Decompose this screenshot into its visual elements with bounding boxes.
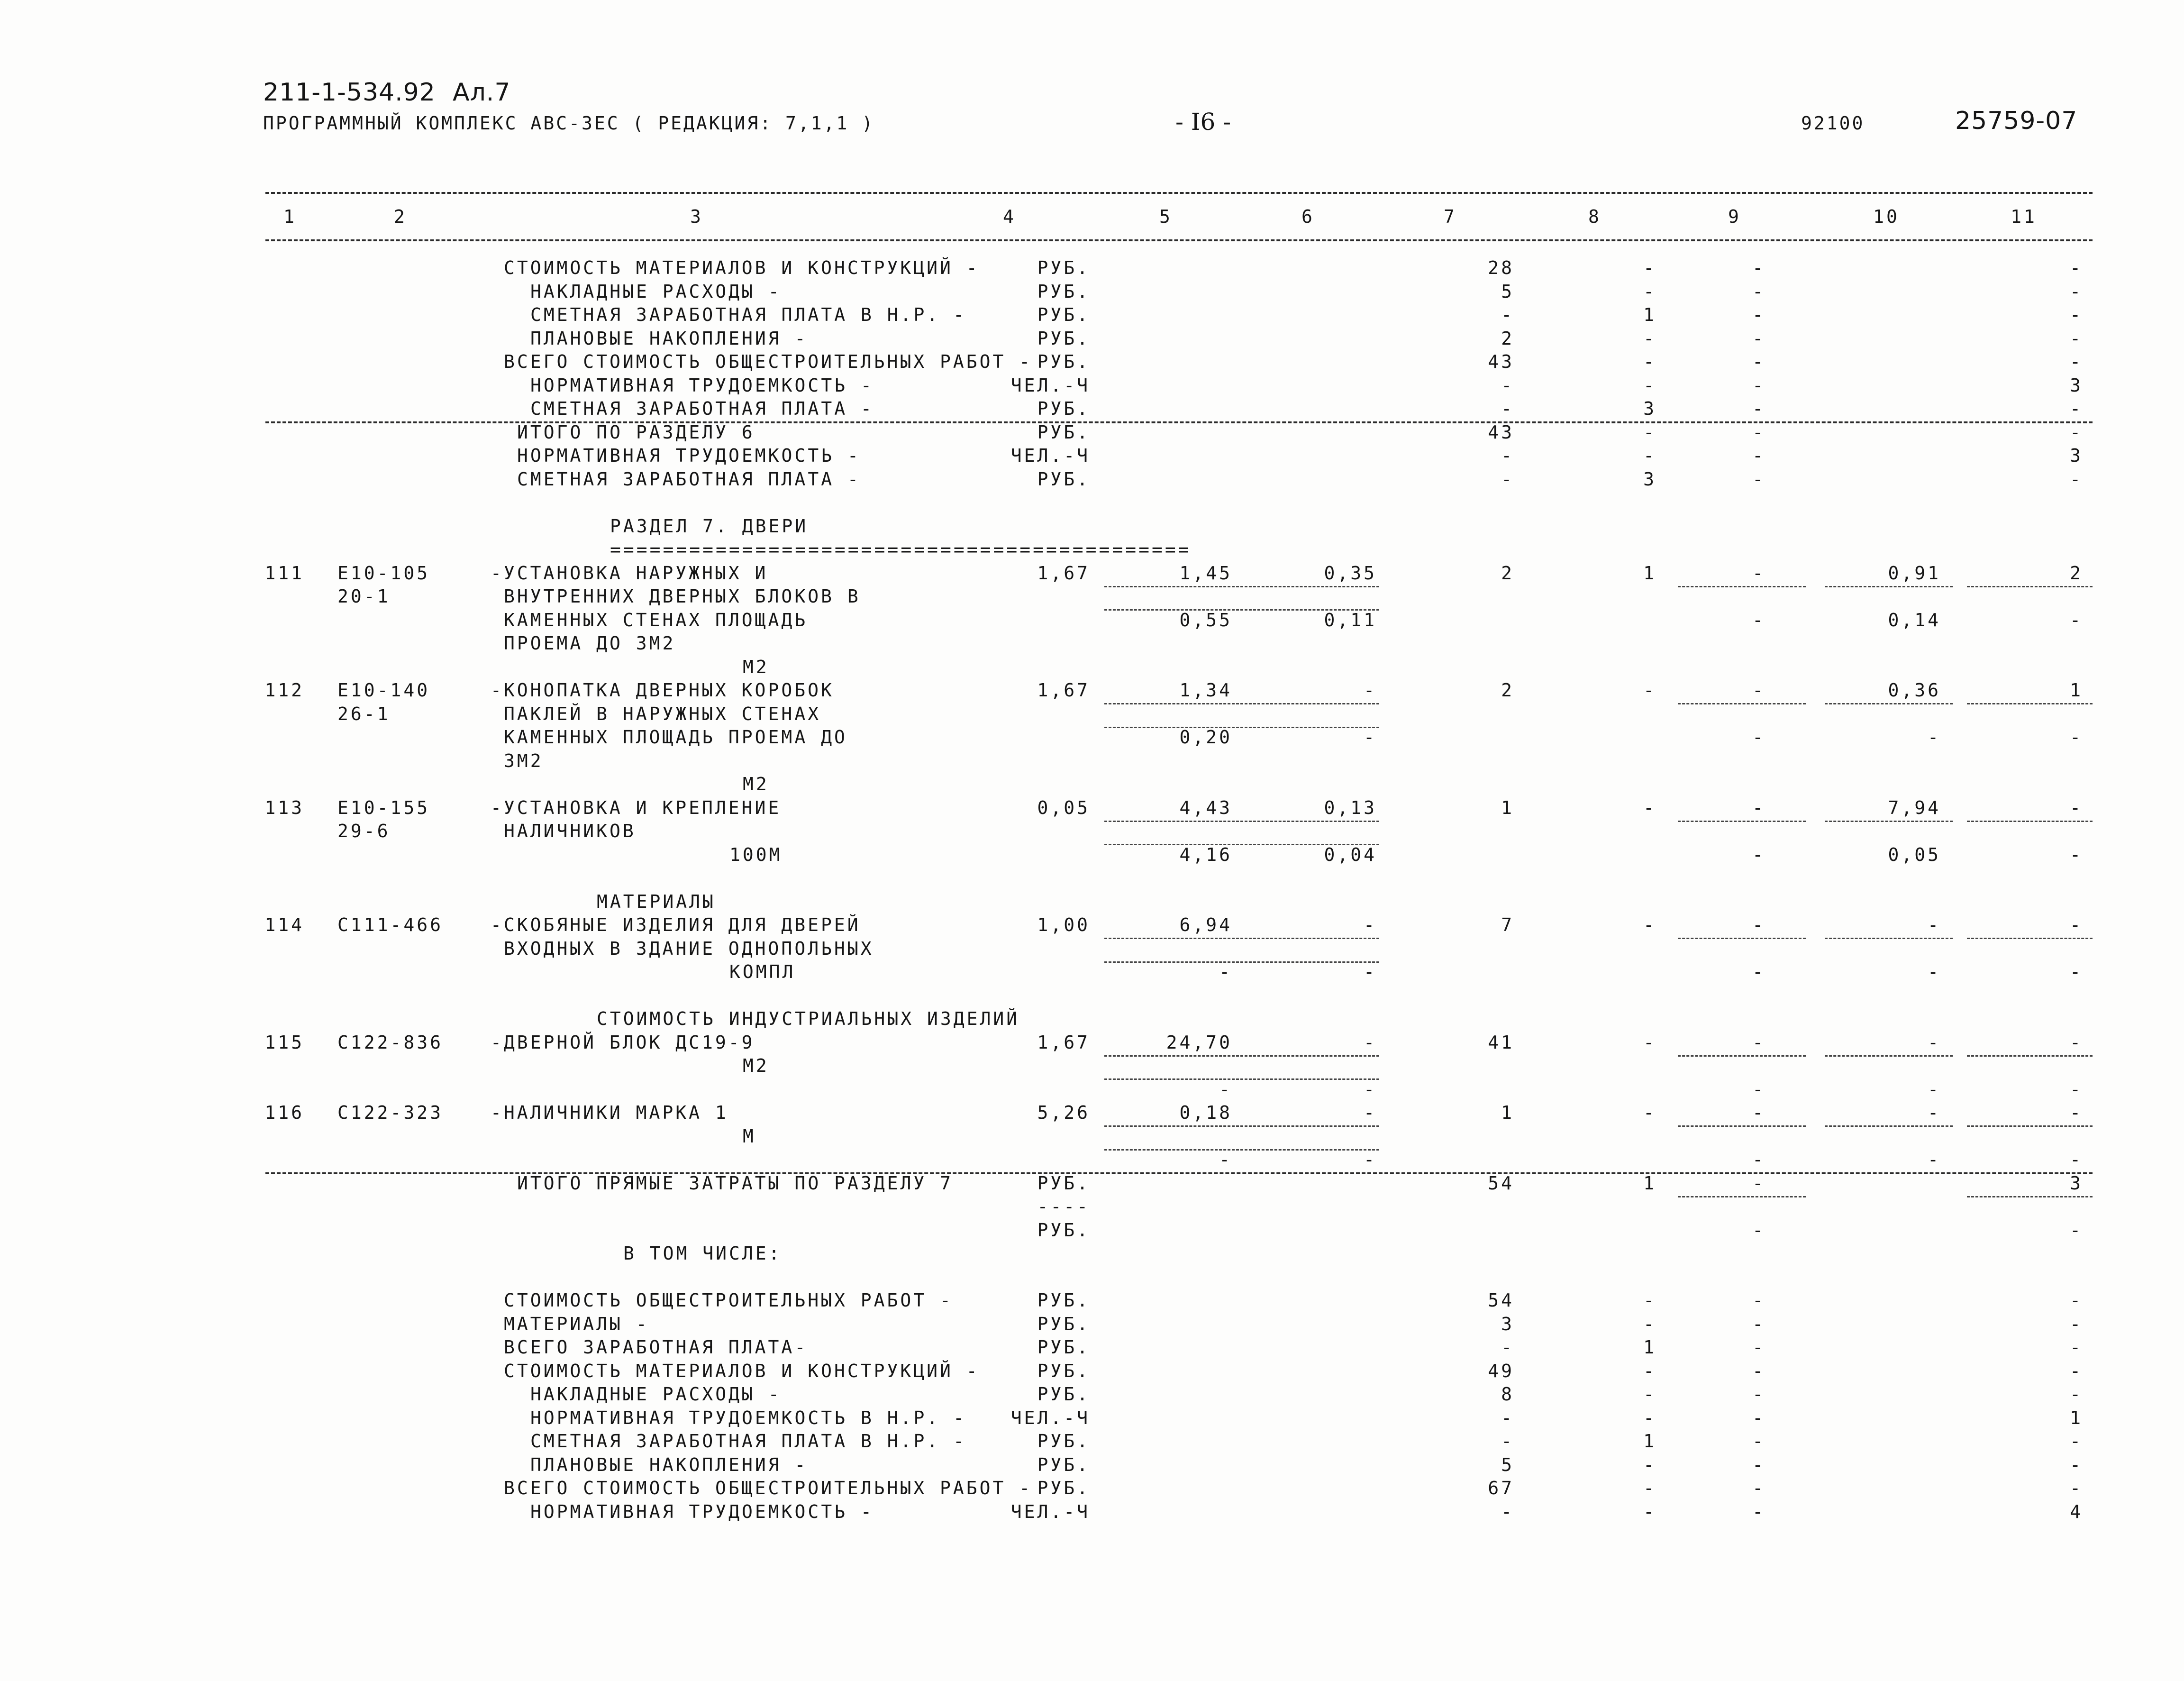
table-cell-col3: 3М2	[504, 750, 544, 771]
table-cell-col4: РУБ.	[1037, 469, 1090, 490]
table-cell-col3: НОРМАТИВНАЯ ТРУДОЕМКОСТЬ -	[517, 445, 861, 466]
table-cell-col9: -	[1752, 1384, 1765, 1405]
table-cell-col8: 1	[1643, 1173, 1656, 1194]
table-cell-col9: -	[1752, 914, 1765, 935]
table-cell-col7: 3	[1501, 1314, 1514, 1334]
table-cell-col11: -	[2070, 1220, 2083, 1241]
table-cell-col3: СТОИМОСТЬ МАТЕРИАЛОВ И КОНСТРУКЦИЙ -	[504, 257, 980, 278]
table-cell-col6: 0,13	[1324, 797, 1377, 818]
table-cell-col5: -	[1219, 1149, 1232, 1170]
page-number: - I6 -	[1175, 108, 1231, 136]
table-cell-col9: -	[1752, 1149, 1765, 1170]
table-cell-col4: РУБ.	[1037, 1290, 1090, 1311]
table-cell-col5: -	[1219, 961, 1232, 982]
table-cell-col8: 1	[1643, 563, 1656, 584]
table-cell-col3: НОРМАТИВНАЯ ТРУДОЕМКОСТЬ -	[530, 375, 874, 396]
table-cell-col1: 113	[264, 797, 304, 818]
table-cell-col3: ПЛАНОВЫЕ НАКОПЛЕНИЯ -	[530, 328, 808, 349]
table-cell-col3: СТОИМОСТЬ ИНДУСТРИАЛЬНЫХ ИЗДЕЛИЙ	[597, 1008, 1020, 1029]
table-cell-col3: НОРМАТИВНАЯ ТРУДОЕМКОСТЬ В Н.Р. -	[530, 1407, 966, 1428]
table-cell-col9: -	[1752, 1102, 1765, 1123]
cell-divider-rule	[1678, 703, 1806, 704]
table-cell-col3: 100М	[729, 844, 783, 865]
table-cell-col3: РАЗДЕЛ 7. ДВЕРИ	[610, 516, 809, 537]
cell-divider-rule	[1678, 1125, 1806, 1127]
table-cell-col3: -КОНОПАТКА ДВЕРНЫХ КОРОБОК	[491, 680, 834, 701]
table-cell-col9: -	[1752, 1290, 1765, 1311]
table-cell-col11: -	[2070, 1384, 2083, 1405]
table-cell-col7: 8	[1501, 1384, 1514, 1405]
column-header: 1	[283, 206, 297, 227]
table-cell-col3: КАМЕННЫХ ПЛОЩАДЬ ПРОЕМА ДО	[504, 727, 847, 748]
table-cell-col11: 3	[2070, 445, 2083, 466]
table-cell-col11: -	[2070, 351, 2083, 372]
cell-divider-rule	[1967, 938, 2093, 939]
table-cell-col6: 0,04	[1324, 844, 1377, 865]
table-cell-col11: -	[2070, 1454, 2083, 1475]
table-cell-col3: ВСЕГО СТОИМОСТЬ ОБЩЕСТРОИТЕЛЬНЫХ РАБОТ -	[504, 351, 1033, 372]
table-cell-col4: ЧЕЛ.-Ч	[1010, 445, 1090, 466]
table-cell-col9: -	[1752, 1337, 1765, 1358]
table-cell-col4: РУБ.	[1037, 328, 1090, 349]
table-cell-col1: 111	[264, 563, 304, 584]
table-cell-col10: 0,36	[1888, 680, 1941, 701]
cell-divider-rule	[1104, 821, 1379, 822]
table-cell-col10: -	[1928, 1079, 1941, 1100]
code-92100: 92100	[1801, 113, 1865, 134]
table-cell-col9: -	[1752, 1431, 1765, 1452]
cell-divider-rule	[1104, 703, 1379, 704]
table-cell-col11: 2	[2070, 563, 2083, 584]
table-cell-col9: -	[1752, 351, 1765, 372]
table-cell-col7: 2	[1501, 680, 1514, 701]
column-header: 8	[1588, 206, 1602, 227]
table-cell-col9: -	[1752, 727, 1765, 748]
table-cell-col3: НАЛИЧНИКОВ	[504, 821, 636, 841]
table-cell-col4: РУБ.	[1037, 1454, 1090, 1475]
table-cell-col3: СМЕТНАЯ ЗАРАБОТНАЯ ПЛАТА В Н.Р. -	[530, 1431, 966, 1452]
table-cell-col3: КАМЕННЫХ СТЕНАХ ПЛОЩАДЬ	[504, 610, 808, 630]
table-cell-col3: ИТОГО ПО РАЗДЕЛУ 6	[517, 422, 755, 443]
table-cell-col4: 1,67	[1037, 1032, 1090, 1053]
table-cell-col3: СТОИМОСТЬ МАТЕРИАЛОВ И КОНСТРУКЦИЙ -	[504, 1361, 980, 1381]
table-cell-col3: ВНУТРЕННИХ ДВЕРНЫХ БЛОКОВ В	[504, 586, 861, 607]
cell-divider-rule	[1825, 1125, 1953, 1127]
table-cell-col11: 3	[2070, 1173, 2083, 1194]
table-cell-col3: М2	[743, 657, 769, 677]
table-top-rule	[265, 192, 2093, 194]
table-cell-col7: -	[1501, 1501, 1514, 1522]
table-cell-col9: -	[1752, 844, 1765, 865]
cell-divider-rule	[1104, 727, 1379, 728]
table-cell-col9: -	[1752, 422, 1765, 443]
table-cell-col4: ЧЕЛ.-Ч	[1010, 1407, 1090, 1428]
table-cell-col3: СМЕТНАЯ ЗАРАБОТНАЯ ПЛАТА -	[530, 398, 874, 419]
cell-divider-rule	[1104, 1149, 1379, 1151]
table-cell-col3: НАКЛАДНЫЕ РАСХОДЫ -	[530, 281, 782, 302]
section-underline: ============================================	[610, 539, 1192, 560]
table-cell-col8: 1	[1643, 304, 1656, 325]
table-header-rule	[265, 239, 2093, 241]
table-cell-col8: -	[1643, 1384, 1656, 1405]
table-cell-col3: М2	[743, 1055, 769, 1076]
table-cell-col9: -	[1752, 304, 1765, 325]
table-cell-col11: -	[2070, 1314, 2083, 1334]
table-cell-col3: МАТЕРИАЛЫ -	[504, 1314, 649, 1334]
table-cell-col3: М2	[743, 774, 769, 795]
table-cell-col11: -	[2070, 1102, 2083, 1123]
table-cell-col7: 54	[1488, 1290, 1514, 1311]
table-cell-col9: -	[1752, 1314, 1765, 1334]
table-cell-col4: РУБ.	[1037, 257, 1090, 278]
table-cell-col10: 0,14	[1888, 610, 1941, 630]
table-cell-col7: 1	[1501, 797, 1514, 818]
table-cell-col6: -	[1364, 961, 1377, 982]
table-cell-col1: 112	[264, 680, 304, 701]
table-cell-col11: -	[2070, 281, 2083, 302]
table-cell-col10: -	[1928, 1149, 1941, 1170]
table-cell-col3: ПРОЕМА ДО 3М2	[504, 633, 676, 654]
table-cell-col6: 0,35	[1324, 563, 1377, 584]
cell-divider-rule	[1825, 938, 1953, 939]
table-cell-col11: -	[2070, 422, 2083, 443]
table-cell-col11: 1	[2070, 1407, 2083, 1428]
table-cell-col11: -	[2070, 1290, 2083, 1311]
table-cell-col3: ИТОГО ПРЯМЫЕ ЗАТРАТЫ ПО РАЗДЕЛУ 7	[517, 1173, 953, 1194]
column-header: 4	[1003, 206, 1016, 227]
cell-divider-rule	[1967, 821, 2093, 822]
table-cell-col8: -	[1643, 1314, 1656, 1334]
table-cell-col6: -	[1364, 914, 1377, 935]
table-cell-col9: -	[1752, 1032, 1765, 1053]
table-cell-col3: -ДВЕРНОЙ БЛОК ДС19-9	[491, 1032, 755, 1053]
table-cell-col5: 1,34	[1179, 680, 1232, 701]
table-cell-col8: 1	[1643, 1337, 1656, 1358]
table-cell-col7: 2	[1501, 563, 1514, 584]
table-cell-col11: -	[2070, 914, 2083, 935]
table-cell-col4: ----	[1037, 1196, 1090, 1217]
table-cell-col3: СТОИМОСТЬ ОБЩЕСТРОИТЕЛЬНЫХ РАБОТ -	[504, 1290, 953, 1311]
table-cell-col7: -	[1501, 469, 1514, 490]
table-cell-col6: -	[1364, 727, 1377, 748]
cell-divider-rule	[1104, 961, 1379, 963]
table-cell-col3: ВСЕГО ЗАРАБОТНАЯ ПЛАТА-	[504, 1337, 808, 1358]
table-cell-col4: РУБ.	[1037, 1384, 1090, 1405]
table-cell-col7: -	[1501, 375, 1514, 396]
table-cell-col9: -	[1752, 1454, 1765, 1475]
table-cell-col7: 7	[1501, 914, 1514, 935]
table-cell-col7: -	[1501, 445, 1514, 466]
table-cell-col8: -	[1643, 375, 1656, 396]
cell-divider-rule	[1967, 703, 2093, 704]
table-cell-col3: НОРМАТИВНАЯ ТРУДОЕМКОСТЬ -	[530, 1501, 874, 1522]
table-cell-col7: 67	[1488, 1478, 1514, 1498]
table-cell-col6: -	[1364, 1149, 1377, 1170]
table-cell-col4: 5,26	[1037, 1102, 1090, 1123]
table-cell-col4: ЧЕЛ.-Ч	[1010, 1501, 1090, 1522]
cell-divider-rule	[1678, 821, 1806, 822]
table-cell-col8: -	[1643, 914, 1656, 935]
table-cell-col9: -	[1752, 563, 1765, 584]
table-cell-col5: -	[1219, 1079, 1232, 1100]
table-cell-col4: РУБ.	[1037, 1173, 1090, 1194]
cell-divider-rule	[1104, 938, 1379, 939]
cell-divider-rule	[1678, 1055, 1806, 1057]
table-cell-col5: 4,16	[1179, 844, 1232, 865]
table-cell-col3: НАКЛАДНЫЕ РАСХОДЫ -	[530, 1384, 782, 1405]
table-cell-col8: -	[1643, 680, 1656, 701]
table-cell-col8: 3	[1643, 398, 1656, 419]
table-cell-col5: 24,70	[1166, 1032, 1232, 1053]
table-cell-col3: М	[743, 1126, 756, 1147]
table-cell-col7: -	[1501, 304, 1514, 325]
table-cell-col7: -	[1501, 1337, 1514, 1358]
table-cell-col1: 114	[264, 914, 304, 935]
table-cell-col10: -	[1928, 1032, 1941, 1053]
table-cell-col11: -	[2070, 797, 2083, 818]
table-cell-col9: -	[1752, 398, 1765, 419]
table-cell-col3: ВХОДНЫХ В ЗДАНИЕ ОДНОПОЛЬНЫХ	[504, 938, 874, 959]
table-cell-col9: -	[1752, 445, 1765, 466]
table-cell-col7: 43	[1488, 351, 1514, 372]
column-header: 5	[1159, 206, 1173, 227]
table-cell-col4: ЧЕЛ.-Ч	[1010, 375, 1090, 396]
cell-divider-rule	[1967, 1055, 2093, 1057]
table-cell-col4: РУБ.	[1037, 1431, 1090, 1452]
table-cell-col11: -	[2070, 727, 2083, 748]
table-cell-col7: 54	[1488, 1173, 1514, 1194]
table-cell-col4: РУБ.	[1037, 1478, 1090, 1498]
table-cell-col4: 1,67	[1037, 680, 1090, 701]
table-cell-col2: Е10-140	[337, 680, 430, 701]
table-cell-col11: -	[2070, 1361, 2083, 1381]
table-cell-col3: СМЕТНАЯ ЗАРАБОТНАЯ ПЛАТА В Н.Р. -	[530, 304, 966, 325]
table-cell-col6: 0,11	[1324, 610, 1377, 630]
table-cell-col11: -	[2070, 328, 2083, 349]
table-cell-col9: -	[1752, 1407, 1765, 1428]
table-cell-col7: 1	[1501, 1102, 1514, 1123]
table-cell-col8: -	[1643, 422, 1656, 443]
table-cell-col11: -	[2070, 961, 2083, 982]
table-cell-col3: ВСЕГО СТОИМОСТЬ ОБЩЕСТРОИТЕЛЬНЫХ РАБОТ -	[504, 1478, 1033, 1498]
column-header: 11	[2011, 206, 2037, 227]
table-cell-col5: 0,20	[1179, 727, 1232, 748]
table-cell-col11: 1	[2070, 680, 2083, 701]
table-cell-col8: -	[1643, 1454, 1656, 1475]
table-cell-col4: РУБ.	[1037, 1314, 1090, 1334]
table-cell-col10: -	[1928, 961, 1941, 982]
table-cell-col9: -	[1752, 961, 1765, 982]
column-header: 3	[690, 206, 703, 227]
table-cell-col8: -	[1643, 1032, 1656, 1053]
cell-divider-rule	[1967, 1125, 2093, 1127]
table-cell-col9: -	[1752, 680, 1765, 701]
table-cell-col8: -	[1643, 281, 1656, 302]
column-header: 10	[1873, 206, 1900, 227]
cell-divider-rule	[1825, 821, 1953, 822]
table-cell-col8: -	[1643, 1478, 1656, 1498]
table-cell-col9: -	[1752, 375, 1765, 396]
table-cell-col7: 2	[1501, 328, 1514, 349]
table-cell-col4: 1,00	[1037, 914, 1090, 935]
table-cell-col10: -	[1928, 914, 1941, 935]
table-cell-col3: МАТЕРИАЛЫ	[597, 891, 716, 912]
table-cell-col7: 49	[1488, 1361, 1514, 1381]
table-cell-col2: С111-466	[337, 914, 444, 935]
table-cell-col11: -	[2070, 1032, 2083, 1053]
cell-divider-rule	[1678, 938, 1806, 939]
table-cell-col10: 0,91	[1888, 563, 1941, 584]
table-cell-col2: 26-1	[337, 703, 391, 724]
table-cell-col8: -	[1643, 1361, 1656, 1381]
table-cell-col4: РУБ.	[1037, 281, 1090, 302]
cell-divider-rule	[1104, 1078, 1379, 1080]
table-cell-col9: -	[1752, 1361, 1765, 1381]
table-cell-col10: 7,94	[1888, 797, 1941, 818]
table-cell-col7: 5	[1501, 1454, 1514, 1475]
table-cell-col9: -	[1752, 1173, 1765, 1194]
table-cell-col4: РУБ.	[1037, 304, 1090, 325]
table-cell-col11: -	[2070, 469, 2083, 490]
table-cell-col3: -СКОБЯНЫЕ ИЗДЕЛИЯ ДЛЯ ДВЕРЕЙ	[491, 914, 861, 935]
table-cell-col11: -	[2070, 398, 2083, 419]
table-cell-col9: -	[1752, 281, 1765, 302]
table-cell-col11: -	[2070, 1431, 2083, 1452]
table-cell-col4: 1,67	[1037, 563, 1090, 584]
table-cell-col2: С122-836	[337, 1032, 444, 1053]
column-header: 9	[1728, 206, 1741, 227]
table-cell-col8: -	[1643, 351, 1656, 372]
table-cell-col10: 0,05	[1888, 844, 1941, 865]
cell-divider-rule	[1104, 1125, 1379, 1127]
table-cell-col8: -	[1643, 797, 1656, 818]
table-cell-col11: 4	[2070, 1501, 2083, 1522]
table-cell-col11: -	[2070, 610, 2083, 630]
table-cell-col7: 5	[1501, 281, 1514, 302]
table-cell-col8: -	[1643, 1290, 1656, 1311]
table-cell-col8: -	[1643, 257, 1656, 278]
cell-divider-rule	[1825, 1055, 1953, 1057]
table-cell-col3: -НАЛИЧНИКИ МАРКА 1	[491, 1102, 728, 1123]
table-cell-col4: РУБ.	[1037, 1361, 1090, 1381]
table-cell-col11: -	[2070, 304, 2083, 325]
table-cell-col9: -	[1752, 257, 1765, 278]
cell-divider-rule	[1104, 1055, 1379, 1057]
cell-divider-rule	[1825, 586, 1953, 587]
table-cell-col5: 6,94	[1179, 914, 1232, 935]
table-cell-col4: РУБ.	[1037, 1220, 1090, 1241]
table-cell-col4: РУБ.	[1037, 351, 1090, 372]
table-cell-col11: -	[2070, 844, 2083, 865]
table-cell-col4: РУБ.	[1037, 422, 1090, 443]
table-cell-col7: -	[1501, 1407, 1514, 1428]
cell-divider-rule	[1825, 703, 1953, 704]
table-cell-col2: Е10-105	[337, 563, 430, 584]
table-cell-col3: ПАКЛЕЙ В НАРУЖНЫХ СТЕНАХ	[504, 703, 821, 724]
table-cell-col11: -	[2070, 257, 2083, 278]
table-cell-col7: 28	[1488, 257, 1514, 278]
cell-divider-rule	[1967, 586, 2093, 587]
table-cell-col5: 4,43	[1179, 797, 1232, 818]
table-cell-col6: -	[1364, 1079, 1377, 1100]
table-cell-col3: ПЛАНОВЫЕ НАКОПЛЕНИЯ -	[530, 1454, 808, 1475]
table-cell-col3: -УСТАНОВКА НАРУЖНЫХ И	[491, 563, 768, 584]
table-cell-col8: -	[1643, 1102, 1656, 1123]
cell-divider-rule	[1104, 586, 1379, 587]
table-cell-col8: 3	[1643, 469, 1656, 490]
table-cell-col2: 20-1	[337, 586, 391, 607]
table-cell-col8: 1	[1643, 1431, 1656, 1452]
sheet-ref: Ал.7	[453, 78, 511, 107]
table-cell-col5: 0,55	[1179, 610, 1232, 630]
table-cell-col6: -	[1364, 1032, 1377, 1053]
table-cell-col9: -	[1752, 1079, 1765, 1100]
cell-divider-rule	[1678, 586, 1806, 587]
table-cell-col2: 29-6	[337, 821, 391, 841]
table-cell-col10: -	[1928, 727, 1941, 748]
table-cell-col9: -	[1752, 1478, 1765, 1498]
table-cell-col9: -	[1752, 328, 1765, 349]
program-line: ПРОГРАММНЫЙ КОМПЛЕКС АВС-ЗЕС ( РЕДАКЦИЯ: 7,1,1 )	[263, 113, 875, 134]
table-cell-col7: -	[1501, 398, 1514, 419]
column-header: 2	[394, 206, 407, 227]
table-cell-col3: В ТОМ ЧИСЛЕ:	[623, 1243, 782, 1264]
table-cell-col2: С122-323	[337, 1102, 444, 1123]
table-cell-col1: 116	[264, 1102, 304, 1123]
table-cell-col11: -	[2070, 1478, 2083, 1498]
table-cell-col10: -	[1928, 1102, 1941, 1123]
table-cell-col8: -	[1643, 1501, 1656, 1522]
table-cell-col5: 1,45	[1179, 563, 1232, 584]
table-cell-col7: -	[1501, 1431, 1514, 1452]
column-header: 7	[1444, 206, 1457, 227]
table-cell-col4: РУБ.	[1037, 1337, 1090, 1358]
table-cell-col11: -	[2070, 1079, 2083, 1100]
table-cell-col7: 41	[1488, 1032, 1514, 1053]
table-cell-col5: 0,18	[1179, 1102, 1232, 1123]
doc-number: 211-1-534.92	[263, 78, 436, 107]
table-cell-col6: -	[1364, 1102, 1377, 1123]
table-cell-col9: -	[1752, 469, 1765, 490]
cell-divider-rule	[1678, 1196, 1806, 1197]
table-cell-col3: КОМПЛ	[729, 961, 796, 982]
table-cell-col9: -	[1752, 1501, 1765, 1522]
table-cell-col7: 43	[1488, 422, 1514, 443]
table-cell-col1: 115	[264, 1032, 304, 1053]
table-cell-col4: РУБ.	[1037, 398, 1090, 419]
table-cell-col4: 0,05	[1037, 797, 1090, 818]
table-cell-col11: 3	[2070, 375, 2083, 396]
table-cell-col11: -	[2070, 1149, 2083, 1170]
table-cell-col9: -	[1752, 1220, 1765, 1241]
table-cell-col9: -	[1752, 797, 1765, 818]
table-cell-col11: -	[2070, 1337, 2083, 1358]
column-header: 6	[1301, 206, 1315, 227]
table-cell-col3: -УСТАНОВКА И КРЕПЛЕНИЕ	[491, 797, 782, 818]
table-cell-col8: -	[1643, 1407, 1656, 1428]
table-cell-col2: Е10-155	[337, 797, 430, 818]
table-cell-col8: -	[1643, 445, 1656, 466]
table-cell-col6: -	[1364, 680, 1377, 701]
table-cell-col9: -	[1752, 610, 1765, 630]
code-25759: 25759-07	[1955, 107, 2078, 135]
table-cell-col3: СМЕТНАЯ ЗАРАБОТНАЯ ПЛАТА -	[517, 469, 861, 490]
cell-divider-rule	[1967, 1196, 2093, 1197]
table-cell-col8: -	[1643, 328, 1656, 349]
